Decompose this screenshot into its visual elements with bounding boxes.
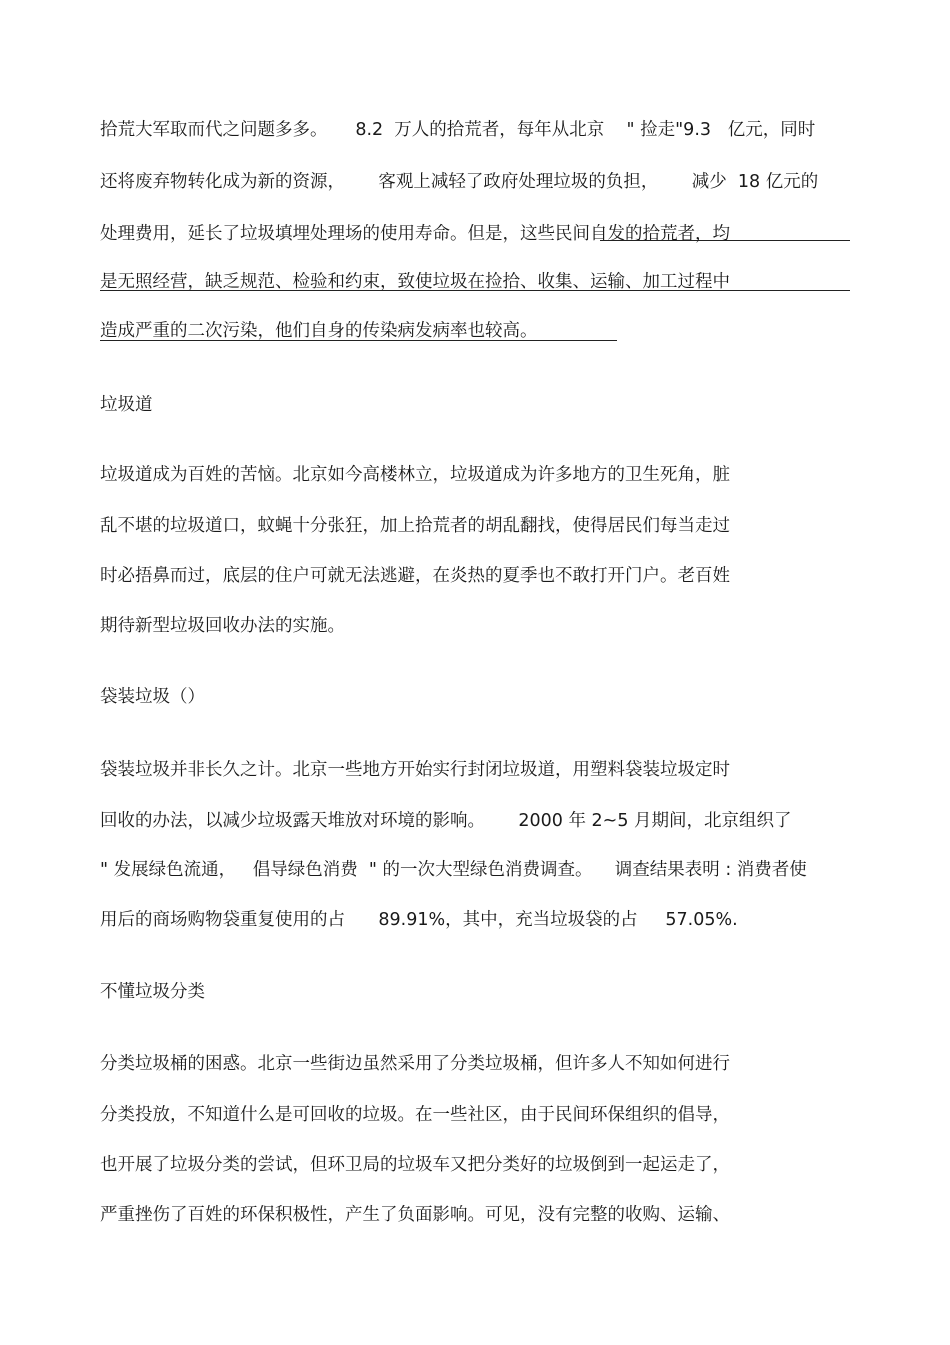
text-line: 也开展了垃圾分类的尝试，但环卫局的垃圾车又把分类好的垃圾倒到一起运走了， [100, 1155, 730, 1175]
text-line: 分类投放，不知道什么是可回收的垃圾。在一些社区，由于民间环保组织的倡导， [100, 1105, 730, 1125]
text-line: 乱不堪的垃圾道口，蚊蝇十分张狂，加上拾荒者的胡乱翻找，使得居民们每当走过 [100, 516, 730, 536]
section-heading: 袋装垃圾（） [100, 687, 205, 707]
underline-rule [600, 240, 850, 241]
underline-rule [100, 290, 850, 291]
text-line: 是无照经营，缺乏规范、检验和约束，致使垃圾在捡拾、收集、运输、加工过程中 [100, 272, 730, 292]
section-heading: 垃圾道 [100, 395, 153, 415]
text-line: 垃圾道成为百姓的苦恼。北京如今高楼林立，垃圾道成为许多地方的卫生死角，脏 [100, 465, 730, 485]
text-line: 处理费用，延长了垃圾填埋处理场的使用寿命。但是，这些民间自发的拾荒者，均 [100, 224, 730, 244]
section-heading: 不懂垃圾分类 [100, 982, 205, 1002]
text-line: 拾荒大军取而代之问题多多。 8.2 万人的拾荒者，每年从北京 " 捡走"9.3 亿元，同时 [100, 120, 816, 140]
text-line: 造成严重的二次污染，他们自身的传染病发病率也较高。 [100, 321, 538, 341]
text-line: 还将废弃物转化成为新的资源， 客观上减轻了政府处理垃圾的负担， 减少 18 亿元的 [100, 172, 819, 192]
text-line: 用后的商场购物袋重复使用的占 89.91%，其中，充当垃圾袋的占 57.05%. [100, 910, 738, 930]
text-line: " 发展绿色流通， 倡导绿色消费 " 的一次大型绿色消费调查。 调查结果表明 : 消费者使 [100, 860, 807, 880]
text-line: 严重挫伤了百姓的环保积极性，产生了负面影响。可见，没有完整的收购、运输、 [100, 1205, 730, 1225]
text-line: 回收的办法，以减少垃圾露天堆放对环境的影响。 2000 年 2~5 月期间，北京组织了 [100, 811, 792, 831]
text-line: 时必捂鼻而过，底层的住户可就无法逃避，在炎热的夏季也不敢打开门户。老百姓 [100, 566, 730, 586]
underline-rule [100, 340, 617, 341]
text-line: 分类垃圾桶的困惑。北京一些街边虽然采用了分类垃圾桶，但许多人不知如何进行 [100, 1054, 730, 1074]
text-line: 袋装垃圾并非长久之计。北京一些地方开始实行封闭垃圾道，用塑料袋装垃圾定时 [100, 760, 730, 780]
text-line: 期待新型垃圾回收办法的实施。 [100, 616, 345, 636]
